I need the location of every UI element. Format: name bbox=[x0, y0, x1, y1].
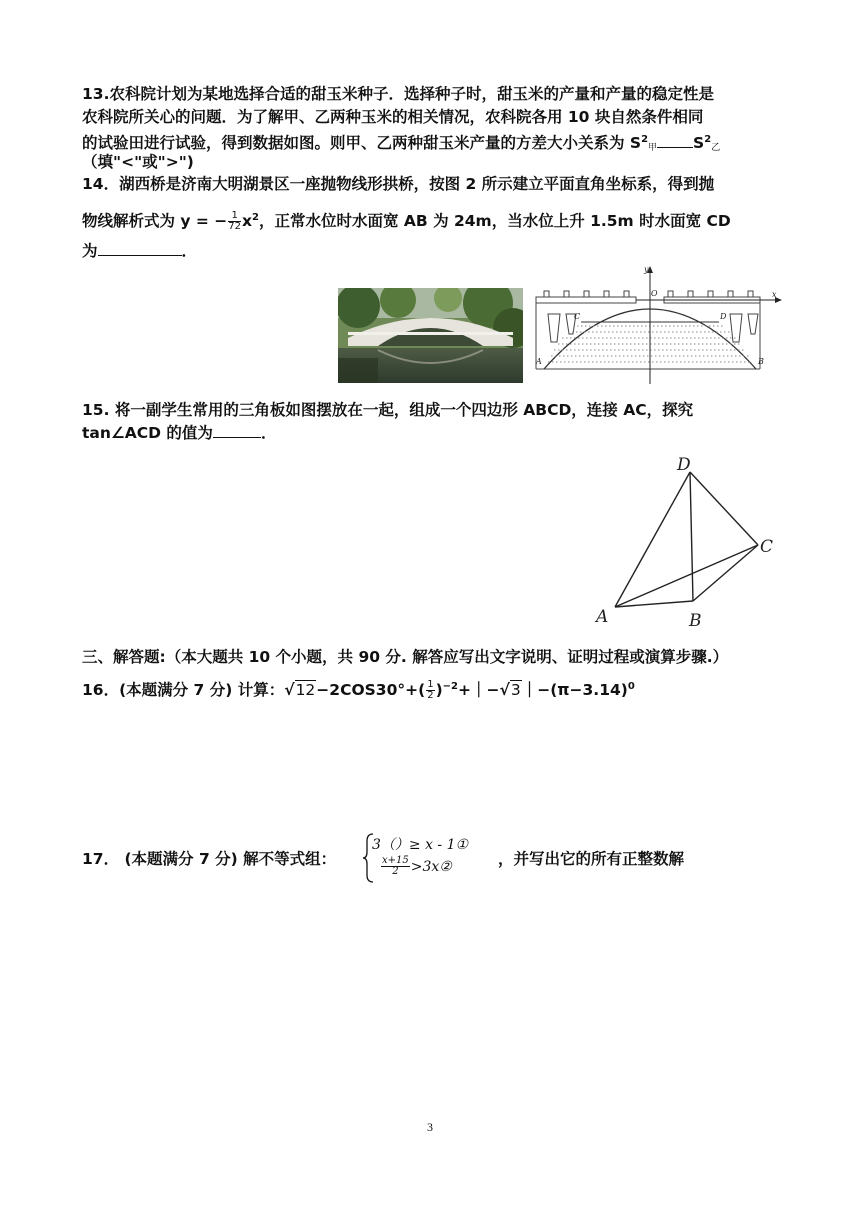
page-number: 3 bbox=[427, 1120, 433, 1134]
q14-formula-a: 物线解析式为 y = − bbox=[82, 212, 228, 230]
q15-line2 bbox=[82, 422, 276, 444]
q15-line1: 15. 将一副学生常用的三角板如图摆放在一起，组成一个四边形 ABCD，连接 AC，探究 bbox=[82, 401, 694, 419]
q16-exponent-0: 0 bbox=[627, 681, 635, 692]
q16-fraction bbox=[426, 680, 434, 701]
figure-point-c: C bbox=[760, 537, 774, 557]
q17-inequality-system bbox=[362, 832, 512, 884]
figure-point-d: D bbox=[677, 455, 691, 475]
q16-line bbox=[82, 676, 635, 701]
q17-prefix: 17． (本题满分 7 分) 解不等式组： bbox=[82, 850, 337, 868]
q13-line1: 13.农科院计划为某地选择合适的甜玉米种子．选择种子时，甜玉米的产量和产量的稳定性是 bbox=[82, 85, 714, 103]
q14-formula-x: x bbox=[242, 212, 253, 230]
q16-radicand-3: 3 bbox=[510, 681, 521, 699]
q16-part2: −2COS30°+( bbox=[316, 681, 426, 699]
q16-frac-den: 2 bbox=[427, 690, 434, 701]
figure-point-b: B bbox=[689, 611, 702, 631]
q17-inequality-1: 3（）≥ x - 1① bbox=[372, 837, 469, 853]
q14-formula-c: ，正常水位时水面宽 AB 为 24m，当水位上升 1.5m 时水面宽 CD bbox=[258, 212, 731, 230]
q14-period: ． bbox=[181, 242, 198, 260]
q13-line4: （填"<"或">") bbox=[82, 153, 194, 171]
q17-frac-den: 2 bbox=[392, 866, 399, 877]
bridge-photo bbox=[338, 288, 523, 383]
section-3-heading: 三、解答题:（本大题共 10 个小题，共 90 分. 解答应写出文字说明、证明过程或演算步骤.） bbox=[82, 648, 729, 666]
q16-part5: ｜−(π−3.14) bbox=[521, 681, 628, 699]
q14-answer-blank[interactable] bbox=[98, 241, 182, 256]
diagram-point-d: D bbox=[720, 312, 727, 321]
q13-sub-yi: 乙 bbox=[711, 143, 721, 153]
q14-line3 bbox=[82, 240, 197, 262]
diagram-x-label: x bbox=[772, 290, 777, 299]
q16-radicand-12: 12 bbox=[295, 681, 316, 699]
diagram-origin-label: O bbox=[651, 289, 658, 298]
q14-line1: 14．湖西桥是济南大明湖景区一座抛物线形拱桥，按图 2 所示建立平面直角坐标系，得到抛 bbox=[82, 175, 715, 193]
q15-period: ． bbox=[260, 424, 277, 442]
q13-s2: S bbox=[693, 134, 705, 152]
q16-sqrt12: √12 bbox=[284, 681, 316, 699]
q13-answer-blank[interactable] bbox=[657, 133, 693, 148]
q14-wei: 为 bbox=[82, 242, 98, 260]
figure-point-a: A bbox=[596, 607, 609, 627]
q16-prefix: 16．(本题满分 7 分) 计算： bbox=[82, 681, 285, 699]
diagram-point-c: C bbox=[574, 312, 581, 321]
q16-part4: +｜− bbox=[458, 681, 500, 699]
q17-frac-num: x+15 bbox=[382, 855, 409, 866]
q17-inequality-2-row bbox=[380, 856, 452, 877]
q17-suffix: ，并写出它的所有正整数解 bbox=[498, 850, 685, 868]
q16-part3: ) bbox=[435, 681, 443, 699]
q13-sup1: 2 bbox=[641, 134, 649, 145]
q16-sqrt3: √3 bbox=[499, 681, 521, 699]
diagram-point-a: A bbox=[536, 357, 542, 366]
diagram-y-label: y bbox=[644, 265, 649, 274]
q15-tan-text: tan∠ACD 的值为 bbox=[82, 424, 213, 442]
bridge-coordinate-diagram bbox=[532, 264, 784, 384]
q14-frac-num: 1 bbox=[228, 211, 241, 222]
q15-answer-blank[interactable] bbox=[213, 423, 261, 438]
q17-inequality-2: >3x② bbox=[410, 859, 452, 875]
q13-sup2: 2 bbox=[704, 134, 712, 145]
q13-line2: 农科院所关心的问题．为了解甲、乙两种玉米的相关情况，农科院各用 10 块自然条件相同 bbox=[82, 108, 704, 126]
q14-fraction bbox=[228, 211, 241, 232]
q14-frac-den: 72 bbox=[228, 221, 242, 232]
q13-sub-jia: 甲 bbox=[648, 143, 658, 153]
diagram-point-b: B bbox=[758, 357, 764, 366]
q13-line3-text: 的试验田进行试验，得到数据如图。则甲、乙两种甜玉米产量的方差大小关系为 S bbox=[82, 134, 642, 152]
q16-exponent: −2 bbox=[442, 681, 458, 692]
quadrilateral-abcd-figure bbox=[590, 454, 785, 632]
q14-sup: 2 bbox=[252, 212, 259, 223]
q14-line2 bbox=[82, 207, 731, 232]
q16-frac-num: 1 bbox=[427, 679, 434, 690]
q17-fraction bbox=[381, 856, 410, 877]
